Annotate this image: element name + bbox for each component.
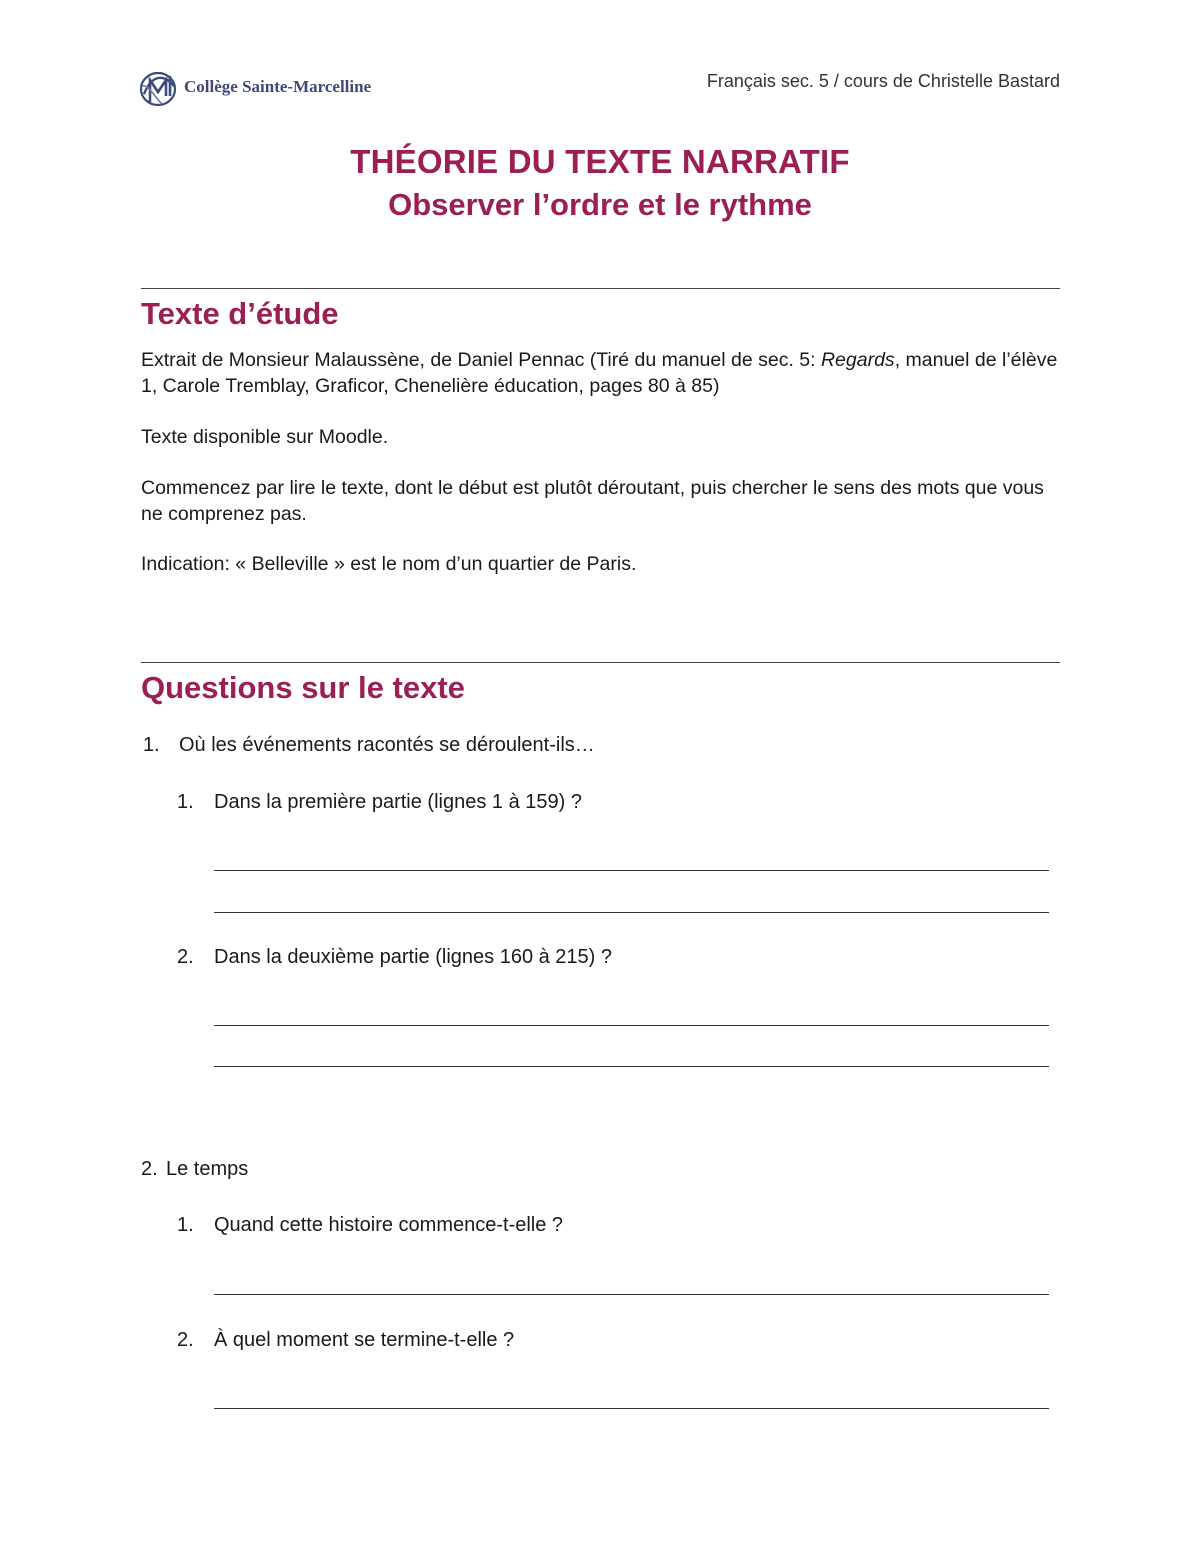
subquestion-text: À quel moment se termine-t-elle ? (214, 1329, 515, 1351)
source-text-after: , manuel de l’élève 1, Carole Tremblay, Graficor, Chenelière éducation, pages 80 à 85) (141, 349, 1058, 397)
answer-line[interactable] (214, 1025, 1049, 1026)
answer-line[interactable] (214, 912, 1049, 913)
subquestion-number: 1. (177, 791, 194, 813)
subquestion-text: Dans la première partie (lignes 1 à 159) ? (214, 791, 582, 813)
college-logo (138, 66, 378, 112)
subquestion-text: Dans la deuxième partie (lignes 160 à 215) ? (214, 946, 613, 968)
logo-text: Collège Sainte-Marcelline (184, 77, 372, 96)
availability-paragraph: Texte disponible sur Moodle. (141, 426, 389, 448)
subquestion-number: 1. (177, 1214, 194, 1236)
indication-paragraph: Indication: « Belleville » est le nom d’un quartier de Paris. (141, 553, 637, 575)
section-divider (141, 662, 1060, 663)
question-text: Le temps (166, 1158, 249, 1180)
question-text: Où les événements racontés se déroulent-ils… (179, 734, 595, 756)
instruction-paragraph: Commencez par lire le texte, dont le début est plutôt déroutant, puis chercher le sens des mots que vous ne comprenez pas. (141, 477, 1044, 525)
question-number: 1. (143, 734, 160, 756)
section-heading-study-text: Texte d’étude (141, 296, 339, 331)
source-paragraph (141, 347, 1066, 399)
college-logo-icon (138, 66, 182, 112)
section-heading-questions: Questions sur le texte (141, 670, 465, 705)
answer-line[interactable] (214, 1408, 1049, 1409)
answer-line[interactable] (214, 870, 1049, 871)
source-title: Regards (820, 349, 895, 371)
section-divider (141, 288, 1060, 289)
page-title: THÉORIE DU TEXTE NARRATIF (350, 143, 850, 180)
subquestion-number: 2. (177, 946, 194, 968)
page-subtitle: Observer l’ordre et le rythme (388, 187, 812, 222)
answer-line[interactable] (214, 1294, 1049, 1295)
answer-line[interactable] (214, 1066, 1049, 1067)
question-number: 2. (141, 1158, 158, 1180)
course-label: Français sec. 5 / cours de Christelle Bastard (706, 71, 1060, 91)
subquestion-text: Quand cette histoire commence-t-elle ? (214, 1214, 564, 1236)
subquestion-number: 2. (177, 1329, 194, 1351)
source-text-before: Extrait de Monsieur Malaussène, de Daniel Pennac (Tiré du manuel de sec. 5: (141, 349, 821, 371)
